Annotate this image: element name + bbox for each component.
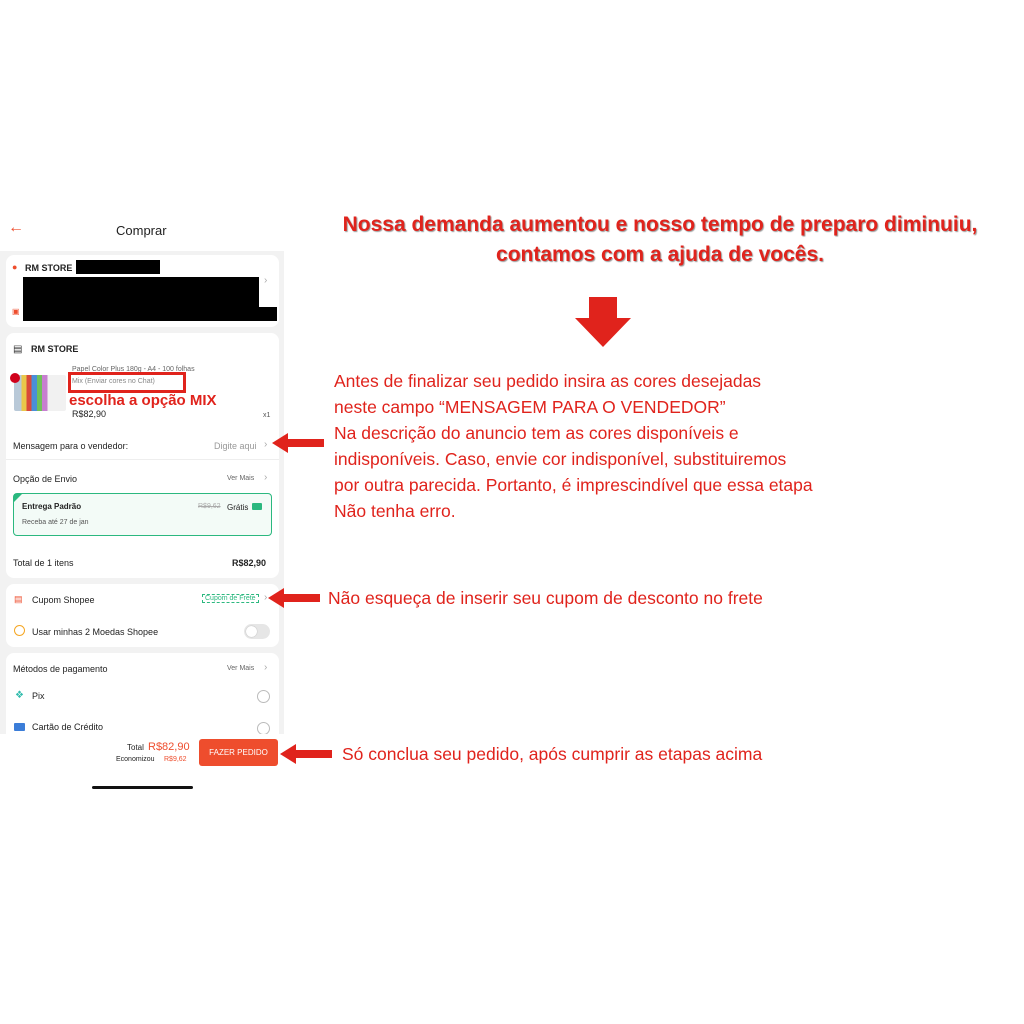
voucher-icon: ▤ bbox=[14, 594, 23, 604]
left-arrow-icon bbox=[268, 588, 320, 608]
instructions-block bbox=[334, 368, 813, 524]
instructions-line: Não tenha erro. bbox=[334, 501, 456, 521]
pix-icon: ❖ bbox=[15, 690, 24, 701]
product-price: R$82,90 bbox=[72, 409, 107, 419]
mall-badge-icon bbox=[10, 373, 20, 383]
message-label: Mensagem para o vendedor: bbox=[13, 441, 129, 451]
instructions-line: Antes de finalizar seu pedido insira as cores desejadas bbox=[334, 371, 762, 391]
shipping-old-price: R$9,62 bbox=[198, 503, 221, 510]
coupon-note: Não esqueça de inserir seu cupom de desconto no frete bbox=[328, 588, 763, 608]
header-bar bbox=[0, 207, 284, 251]
chevron-right-icon: › bbox=[264, 275, 268, 286]
headline-line-2: contamos com a ajuda de vocês. bbox=[496, 243, 824, 266]
store-icon: ▤ bbox=[13, 344, 23, 355]
payment-more-link[interactable]: Ver Mais bbox=[227, 665, 255, 672]
instructions-line: Na descrição do anuncio tem as cores disponíveis e bbox=[334, 423, 739, 443]
free-shipping-icon bbox=[252, 503, 262, 510]
arrow-left-icon[interactable]: ← bbox=[8, 219, 24, 236]
footer-total-value: R$82,90 bbox=[148, 741, 190, 753]
payment-card bbox=[6, 653, 279, 743]
ticket-icon: ▣ bbox=[12, 307, 20, 316]
location-pin-icon: ● bbox=[12, 262, 18, 272]
instructions-line: por outra parecida. Portanto, é imprescindível que essa etapa bbox=[334, 475, 813, 495]
chevron-right-icon: › bbox=[264, 439, 268, 450]
selected-corner-icon bbox=[14, 494, 22, 502]
product-thumbnail[interactable] bbox=[14, 375, 66, 411]
chevron-right-icon: › bbox=[264, 662, 268, 673]
place-order-button[interactable]: FAZER PEDIDO bbox=[199, 739, 278, 766]
footer-savings-label: Economizou bbox=[116, 756, 155, 763]
footer-total-label: Total bbox=[127, 743, 144, 752]
shipping-coupon-badge[interactable]: Cupom de Frete bbox=[202, 594, 259, 603]
shipping-free-label: Grátis bbox=[227, 503, 249, 512]
shopee-coupon-label[interactable]: Cupom Shopee bbox=[32, 595, 95, 605]
payment-method-card[interactable]: Cartão de Crédito bbox=[32, 722, 104, 732]
credit-card-icon bbox=[14, 723, 25, 731]
redacted-block bbox=[76, 260, 160, 274]
items-total-label: Total de 1 itens bbox=[13, 558, 74, 568]
shipping-more-link[interactable]: Ver Mais bbox=[227, 475, 255, 482]
home-indicator bbox=[92, 786, 193, 789]
chevron-right-icon: › bbox=[264, 472, 268, 483]
product-quantity: x1 bbox=[263, 412, 271, 419]
page-title: Comprar bbox=[116, 223, 167, 238]
bottom-bar bbox=[0, 734, 284, 797]
shipping-eta: Receba até 27 de jan bbox=[22, 519, 89, 526]
coupons-card bbox=[6, 584, 279, 647]
footer-savings-value: R$9,62 bbox=[164, 756, 187, 763]
coin-icon bbox=[14, 625, 25, 636]
message-row[interactable] bbox=[6, 433, 279, 460]
payment-method-pix[interactable]: Pix bbox=[32, 691, 45, 701]
redacted-block bbox=[23, 277, 259, 307]
left-arrow-icon bbox=[280, 744, 332, 764]
shipping-label: Opção de Envio bbox=[13, 474, 78, 484]
product-title[interactable]: Papel Color Plus 180g - A4 - 100 folhas bbox=[72, 366, 195, 373]
shop-name: RM STORE bbox=[31, 344, 79, 354]
mix-instruction: escolha a opção MIX bbox=[69, 392, 217, 409]
coins-label: Usar minhas 2 Moedas Shopee bbox=[32, 627, 159, 637]
left-arrow-icon bbox=[272, 433, 324, 453]
payment-title: Métodos de pagamento bbox=[13, 664, 108, 674]
pix-radio[interactable] bbox=[257, 690, 270, 703]
instructions-line: indisponíveis. Caso, envie cor indisponível, substituiremos bbox=[334, 449, 787, 469]
final-note: Só conclua seu pedido, após cumprir as etapas acima bbox=[342, 744, 763, 764]
coins-toggle[interactable] bbox=[244, 624, 270, 639]
headline-line-1: Nossa demanda aumentou e nosso tempo de preparo diminuiu, bbox=[342, 213, 978, 236]
message-input[interactable]: Digite aqui bbox=[214, 441, 257, 451]
items-total-value: R$82,90 bbox=[232, 558, 267, 568]
shipping-option[interactable] bbox=[13, 493, 272, 536]
mix-highlight-box bbox=[68, 372, 186, 393]
address-store-name: RM STORE bbox=[25, 263, 73, 273]
down-arrow-icon bbox=[573, 297, 633, 349]
redacted-block bbox=[23, 307, 277, 321]
checkout-screen bbox=[0, 207, 284, 797]
chevron-right-icon: › bbox=[264, 592, 268, 603]
product-variation[interactable]: Mix (Enviar cores no Chat) bbox=[72, 378, 155, 385]
headline-text bbox=[300, 210, 1020, 270]
instructions-line: neste campo “MENSAGEM PARA O VENDEDOR” bbox=[334, 397, 726, 417]
shop-card bbox=[6, 333, 279, 578]
address-card[interactable] bbox=[6, 255, 279, 327]
shipping-name: Entrega Padrão bbox=[22, 502, 82, 511]
